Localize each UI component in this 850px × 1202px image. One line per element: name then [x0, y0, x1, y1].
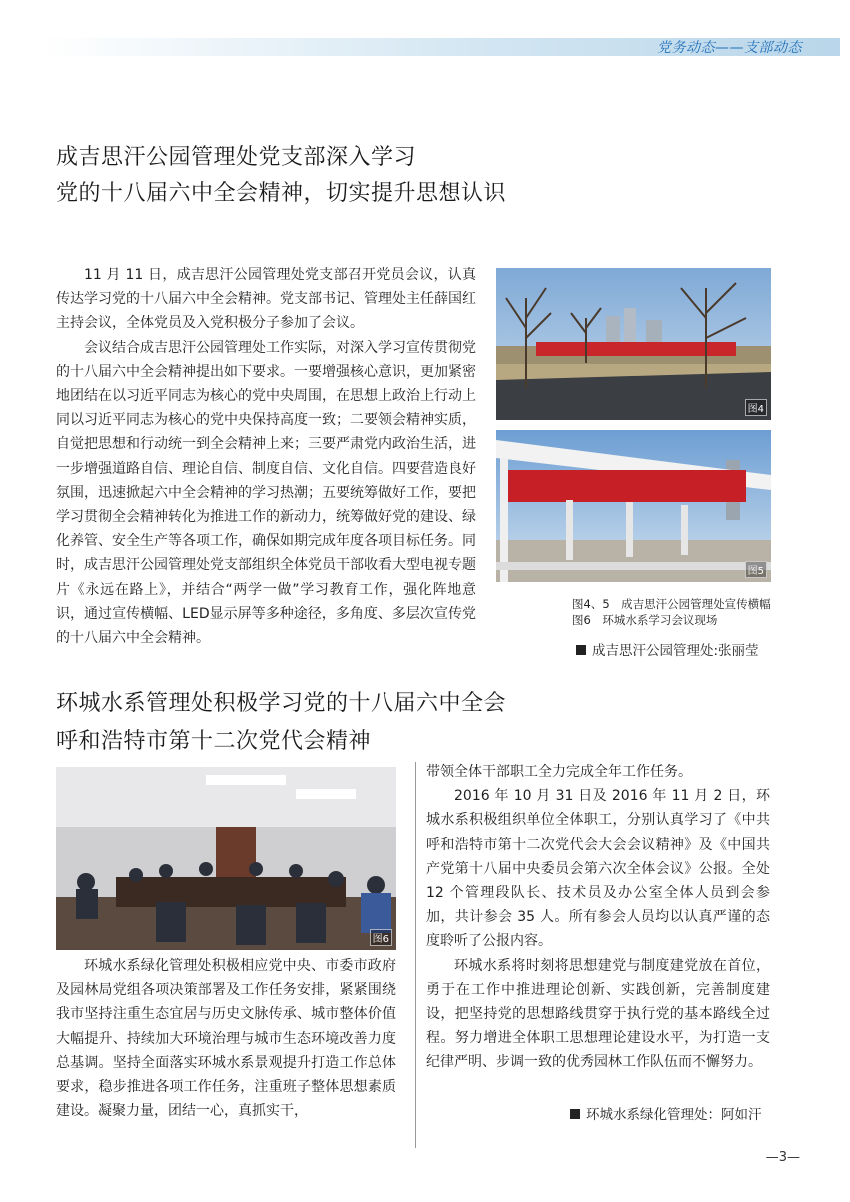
byline-square-icon — [576, 645, 586, 655]
article2-title-line2: 呼和浩特市第十二次党代会精神 — [56, 729, 372, 754]
byline-square-icon — [570, 1109, 580, 1119]
photo-4-tag: 图4 — [745, 399, 767, 416]
article1-paragraph-2: 会议结合成吉思汗公园管理处工作实际，对深入学习宣传贯彻党的十八届六中全会精神提出如下要求。一要增强核心意识，更加紧密地团结在以习近平同志为核心的党中央周围，在思想上政治上行动上同以习近平同志为核心的党中央保持高度一致；二要领会精神实质，自觉把思想和行动统一到全会精神上来；三要严肃党内政治生活，进一步增强道路自信、理论自信、制度自信、文化自信。四要营造良好氛围，迅速掀起六中全会精神的学习热潮；五要统筹做好工作，要把学习贯彻全会精神转化为推进工作的新动力，统筹做好党的建设、绿化养管、安全生产等各项工作，确保如期完成年度各项目标任务。同时，成吉思汗公园管理处党支部组织全体党员干部收看大型电视专题片《永远在路上》，并结合“两学一做”学习教育工作，强化阵地意识，通过宣传横幅、LED显示屏等多种途径，多角度、多层次宣传党的十八届六中全会精神。 — [56, 339, 476, 647]
article1-byline-text: 成吉思汗公园管理处:张丽莹 — [592, 643, 759, 659]
photo-banner-pergola — [496, 430, 771, 582]
meeting-scene-icon — [56, 767, 396, 950]
page-number: —3— — [765, 1150, 800, 1165]
article1-body — [56, 263, 476, 650]
photo-caption — [572, 596, 771, 628]
article2-title-line1: 环城水系管理处积极学习党的十八届六中全会 — [56, 691, 507, 716]
article2-right-column — [426, 760, 770, 1075]
article2-left-column — [56, 954, 396, 1123]
article2-continuation: 带领全体干部职工全力完成全年工作任务。 — [426, 764, 692, 780]
article2-right-paragraph-1: 2016 年 10 月 31 日及 2016 年 11 月 2 日，环城水系积极组织单位全体职工，分别认真学习了《中共呼和浩特市第十二次党代会大会会议精神》及《中国共产党第十八届中央委员会第六次全体会议》公报。全处 12 个管理段队长、技术员及办公室全体人员到会参加，共计参会 35 人。所有参会人员均以认真严谨的态度聆听了公报内容。 — [426, 788, 770, 950]
photo-5-tag: 图5 — [745, 561, 767, 578]
article2-right-paragraph-2: 环城水系将时刻将思想建党与制度建党放在首位，勇于在工作中推进理论创新、实践创新，完善制度建设，把坚持党的思想路线贯穿于执行党的基本路线全过程。努力增进全体职工思想理论建设水平，为打造一支纪律严明、步调一致的优秀园林工作队伍而不懈努力。 — [426, 957, 770, 1071]
section-header: 党务动态——支部动态 — [657, 40, 802, 56]
caption-line-1: 图4、5 成吉思汗公园管理处宣传横幅 — [572, 597, 771, 611]
photo-meeting-room — [56, 767, 396, 950]
article2-byline — [570, 1103, 762, 1123]
photo-banner-trees — [496, 268, 771, 420]
article1-paragraph-1: 11 月 11 日，成吉思汗公园管理处党支部召开党员会议，认真传达学习党的十八届六中全会精神。党支部书记、管理处主任薛国红主持会议，全体党员及入党积极分子参加了会议。 — [56, 267, 476, 332]
article2-byline-text: 环城水系绿化管理处：阿如汗 — [586, 1107, 762, 1123]
caption-line-2: 图6 环城水系学习会议现场 — [572, 613, 718, 627]
trees-scene-icon — [496, 268, 771, 420]
article1-byline — [576, 639, 759, 659]
article2-left-paragraph: 环城水系绿化管理处积极相应党中央、市委市政府及园林局党组各项决策部署及工作任务安排，紧紧围绕我市坚持注重生态宜居与历史文脉传承、城市整体价值大幅提升、持续加大环境治理与城市生态环境改善力度总基调。坚持全面落实环城水系景观提升打造工作总体要求，稳步推进各项工作任务，注重班子整体思想素质建设。凝聚力量，团结一心，真抓实干， — [56, 958, 396, 1120]
pergola-scene-icon — [496, 430, 771, 582]
column-divider — [415, 762, 416, 1148]
article1-title-line2: 党的十八届六中全会精神，切实提升思想认识 — [56, 181, 507, 206]
article1-title-line1: 成吉思汗公园管理处党支部深入学习 — [56, 145, 417, 170]
photo-6-tag: 图6 — [370, 929, 392, 946]
